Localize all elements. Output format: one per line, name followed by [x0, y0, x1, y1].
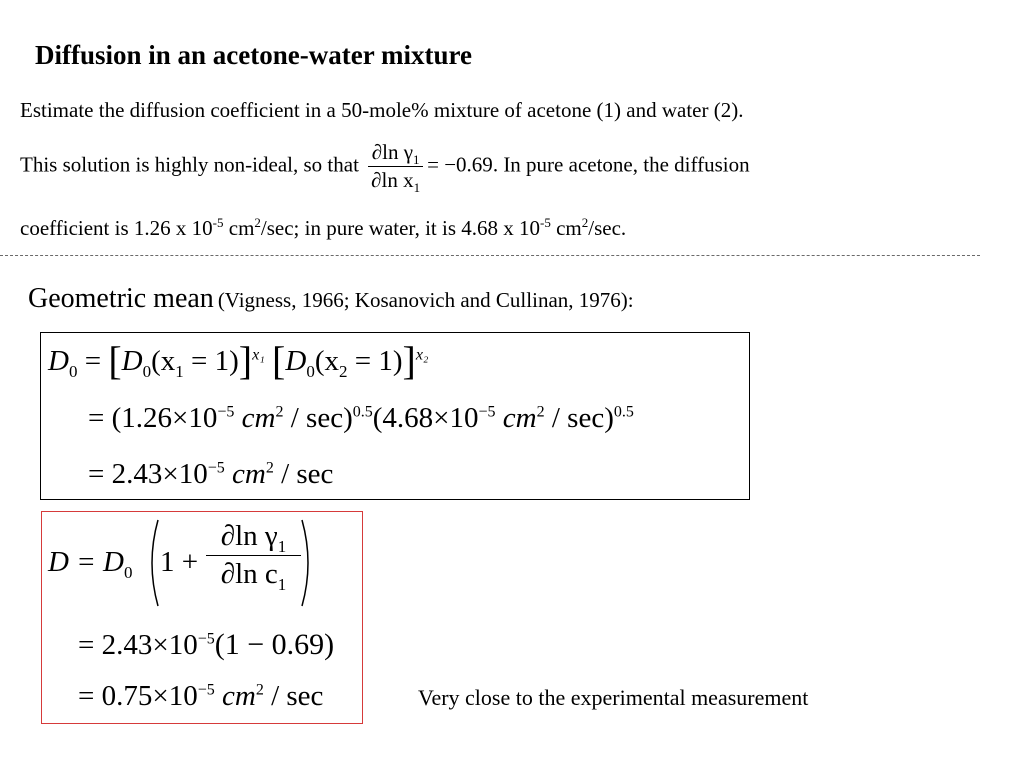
power-0-5: 0.5 — [352, 403, 373, 421]
problem-line-1: Estimate the diffusion coefficient in a 50-mole% mixture of acetone (1) and water (2). — [20, 98, 744, 122]
line3-exp-1: -5 — [212, 215, 224, 230]
arg-x1-value: = 1) — [183, 345, 239, 377]
sub-1: 1 — [277, 536, 287, 556]
sub-2: 2 — [338, 361, 348, 381]
line3-part-b: cm — [223, 216, 255, 240]
dlngamma-fraction — [368, 140, 423, 196]
line3-part-d: cm — [550, 216, 582, 240]
box1-row-3 — [88, 458, 333, 491]
exponent: 2 — [255, 681, 264, 699]
fraction-denominator-sub: 1 — [413, 180, 421, 196]
value-water: (4.68×10 — [372, 402, 479, 434]
unit-cm: cm — [224, 458, 266, 490]
exponent-x1: x₁ — [252, 346, 265, 364]
exponent: 2 — [275, 403, 284, 421]
box2-row-2 — [78, 628, 334, 662]
box1-row-1 — [48, 338, 429, 383]
experimental-note: Very close to the experimental measurement — [418, 685, 809, 710]
unit-sec: / sec — [273, 458, 334, 490]
correction-factor: (1 − 0.69) — [214, 628, 335, 661]
exponent: 2 — [536, 403, 545, 421]
box2-fraction — [206, 520, 301, 594]
unit-sec: / sec) — [544, 402, 614, 434]
right-bracket: ] — [402, 338, 416, 383]
fraction-denominator: ∂ln x — [371, 168, 414, 192]
line3-exp-2: -5 — [540, 215, 551, 230]
arg-x2-value: = 1) — [347, 345, 403, 377]
final-value: = 0.75×10 — [78, 680, 198, 712]
line3-part-e: /sec. — [588, 216, 627, 240]
exponent: −5 — [197, 681, 215, 699]
fraction-numerator: ∂ln γ — [371, 140, 414, 164]
arg-x2: (x — [314, 345, 339, 377]
fraction-denominator: ∂ln c — [220, 558, 278, 590]
arg-x1: (x — [151, 345, 176, 377]
line3-sq-2: 2 — [581, 215, 589, 230]
sub-0: 0 — [306, 361, 315, 381]
line3-part-a: coefficient is 1.26 x 10 — [20, 216, 213, 240]
exponent: 2 — [265, 459, 274, 477]
exponent: −5 — [478, 403, 496, 421]
symbol-D: D — [121, 345, 143, 377]
result-value: = 2.43×10 — [88, 458, 208, 490]
sub-0: 0 — [68, 361, 78, 381]
sub-0: 0 — [123, 562, 133, 582]
left-bracket: [ — [108, 338, 122, 383]
problem-line-2-suffix: . In pure acetone, the diffusion — [492, 152, 750, 177]
exponent: −5 — [207, 459, 225, 477]
dashed-divider — [0, 255, 980, 256]
left-paren-icon — [144, 518, 160, 608]
geometric-mean-heading — [28, 283, 634, 315]
exponent-x2: x₂ — [415, 346, 429, 364]
fraction-numerator: ∂ln γ — [220, 520, 278, 552]
one-plus: 1 + — [160, 546, 199, 578]
symbol-D: D — [285, 345, 307, 377]
unit-cm: cm — [234, 402, 276, 434]
sub-0: 0 — [142, 361, 152, 381]
line3-sq-1: 2 — [254, 215, 261, 230]
D-equals-D0: D = D — [48, 546, 124, 578]
sub-1: 1 — [175, 361, 184, 381]
box1-row-2 — [88, 402, 634, 435]
fraction-value: = −0.69 — [427, 152, 493, 177]
unit-cm: cm — [214, 680, 256, 712]
symbol-D: D — [48, 345, 69, 377]
right-bracket: ] — [238, 338, 253, 383]
section-heading: Geometric mean — [28, 283, 214, 314]
unit-sec: / sec) — [283, 402, 353, 434]
power-0-5: 0.5 — [613, 403, 634, 421]
exponent: −5 — [217, 403, 235, 421]
section-citation: (Vigness, 1966; Kosanovich and Cullinan, 1976): — [217, 288, 634, 312]
sub-1: 1 — [277, 574, 287, 594]
equals-sign: = — [77, 345, 109, 377]
unit-cm: cm — [495, 402, 537, 434]
line3-part-c: /sec; in pure water, it is 4.68 x 10 — [260, 216, 541, 240]
problem-line-2 — [20, 140, 750, 196]
fraction-numerator-sub: 1 — [413, 152, 420, 168]
value-acetone: = (1.26×10 — [88, 402, 218, 434]
problem-line-2-prefix: This solution is highly non-ideal, so that — [20, 152, 359, 177]
box2-row-3 — [78, 680, 323, 713]
value: = 2.43×10 — [78, 629, 198, 661]
unit-sec: / sec — [263, 680, 324, 712]
problem-line-3 — [20, 216, 626, 241]
exponent: −5 — [197, 630, 215, 648]
right-paren-icon — [300, 518, 316, 608]
left-bracket: [ — [272, 338, 286, 383]
slide-title: Diffusion in an acetone-water mixture — [35, 40, 472, 70]
